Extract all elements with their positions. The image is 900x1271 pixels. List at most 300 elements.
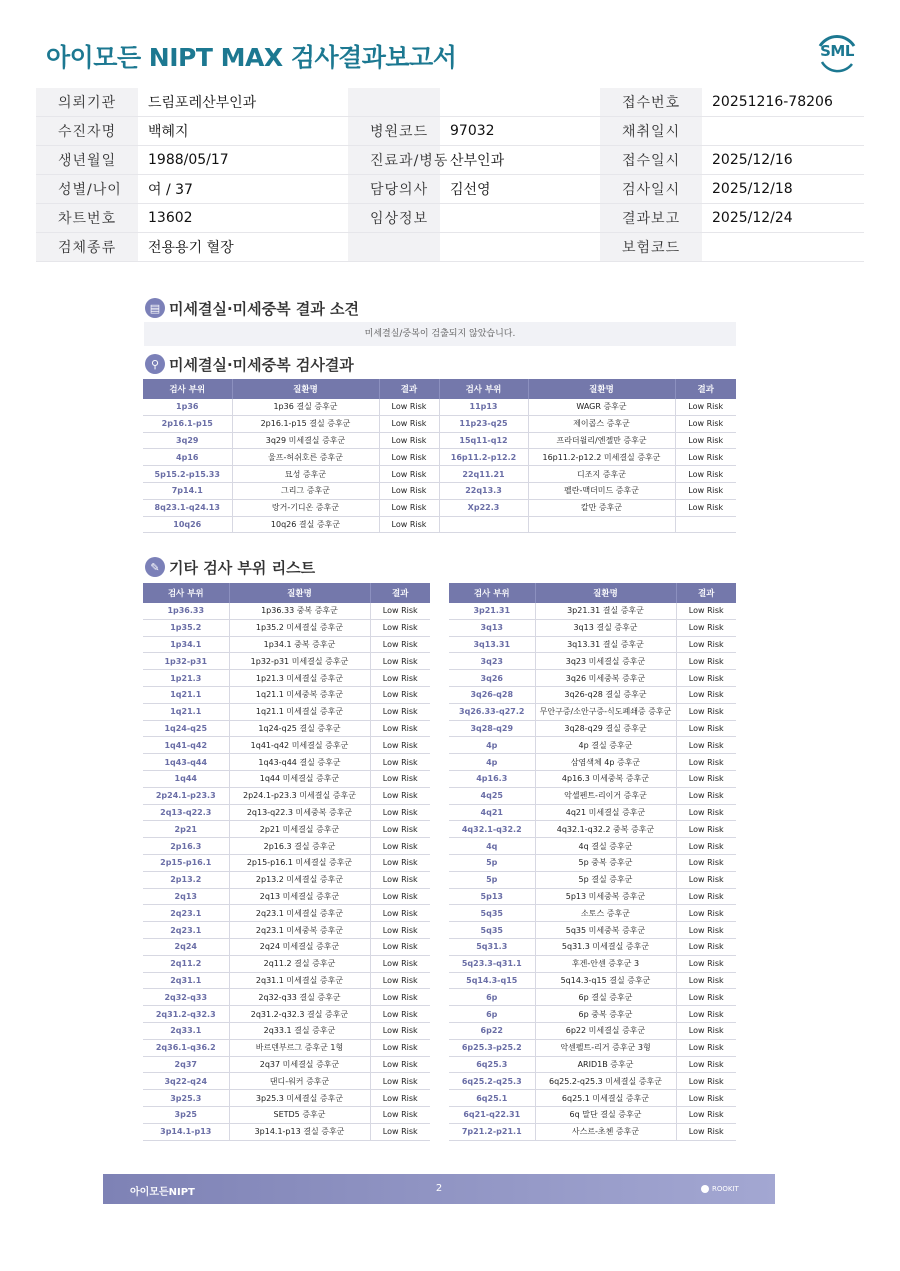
region-cell: 6p22: [449, 1022, 535, 1039]
region-cell: 22q13.3: [439, 482, 528, 499]
disease-cell: 악셀펜트-리이거 증후군: [535, 787, 676, 804]
region-cell: 1p35.2: [143, 619, 229, 636]
disease-cell: 3q13 결실 증후군: [535, 619, 676, 636]
region-cell: 3p14.1-p13: [143, 1123, 229, 1140]
result-cell: Low Risk: [370, 922, 430, 939]
column-header: 검사 부위: [449, 583, 535, 603]
region-cell: 10q26: [143, 516, 232, 533]
table-row: [449, 619, 736, 636]
region-cell: 5q23.3-q31.1: [449, 955, 535, 972]
info-label: 차트번호: [36, 204, 138, 233]
table-row: [143, 466, 736, 483]
region-cell: 4q: [449, 838, 535, 855]
info-value: 김선영: [440, 175, 600, 204]
disease-cell: 1p32-p31 미세결실 증후군: [229, 653, 370, 670]
disease-cell: 삼염색체 4p 증후군: [535, 754, 676, 771]
table-row: [449, 636, 736, 653]
result-cell: Low Risk: [370, 737, 430, 754]
result-cell: Low Risk: [675, 449, 736, 466]
region-cell: 3q29: [143, 432, 232, 449]
table-row: [143, 989, 430, 1006]
info-value: 1988/05/17: [138, 146, 348, 175]
region-cell: 5q35: [449, 922, 535, 939]
disease-cell: 무안구증/소안구증-식도폐쇄증 증후군: [535, 703, 676, 720]
region-cell: 1q21.1: [143, 686, 229, 703]
info-label: 의뢰기관: [36, 88, 138, 117]
disease-cell: 사스르-초첸 증후군: [535, 1123, 676, 1140]
disease-cell: 3q26-q28 결실 증후군: [535, 686, 676, 703]
disease-cell: 3q28-q29 결실 증후군: [535, 720, 676, 737]
region-cell: 11p13: [439, 399, 528, 415]
result-cell: Low Risk: [676, 603, 736, 619]
info-value: [702, 233, 864, 262]
table-row: [143, 399, 736, 415]
region-cell: 4p: [449, 737, 535, 754]
page-number: 2: [435, 1183, 443, 1194]
info-value: 20251216-78206: [702, 88, 864, 117]
info-value: 13602: [138, 204, 348, 233]
table-row: [143, 449, 736, 466]
region-cell: 6p25.3-p25.2: [449, 1039, 535, 1056]
info-label: [348, 88, 440, 117]
info-label: 검체종류: [36, 233, 138, 262]
region-cell: 4q32.1-q32.2: [449, 821, 535, 838]
region-cell: 1p34.1: [143, 636, 229, 653]
result-cell: Low Risk: [676, 636, 736, 653]
table-row: [449, 955, 736, 972]
result-cell: Low Risk: [676, 804, 736, 821]
disease-cell: 2p16.3 결실 증후군: [229, 838, 370, 855]
info-label: 수진자명: [36, 117, 138, 146]
table-row: [449, 1006, 736, 1023]
region-cell: 2q13-q22.3: [143, 804, 229, 821]
region-cell: 5p: [449, 854, 535, 871]
region-cell: 6q25.2-q25.3: [449, 1073, 535, 1090]
result-cell: Low Risk: [676, 938, 736, 955]
table-row: [143, 1123, 430, 1140]
region-cell: 16p11.2-p12.2: [439, 449, 528, 466]
region-cell: 3p25.3: [143, 1090, 229, 1107]
region-cell: 4q25: [449, 787, 535, 804]
region-cell: 2q24: [143, 938, 229, 955]
disease-cell: 2p16.1-p15 결실 증후군: [232, 415, 379, 432]
section-findings-header: [145, 296, 359, 320]
result-cell: Low Risk: [370, 989, 430, 1006]
disease-cell: SETD5 증후군: [229, 1106, 370, 1123]
region-cell: 3q23: [449, 653, 535, 670]
region-cell: 4q21: [449, 804, 535, 821]
result-cell: Low Risk: [676, 770, 736, 787]
result-cell: Low Risk: [676, 653, 736, 670]
table-row: [449, 1123, 736, 1140]
table-row: [449, 720, 736, 737]
region-cell: 2q33.1: [143, 1022, 229, 1039]
logo-text: SML: [820, 42, 854, 60]
region-cell: 2q36.1-q36.2: [143, 1039, 229, 1056]
region-cell: 6p: [449, 1006, 535, 1023]
table-row: [449, 1022, 736, 1039]
table-row: [143, 821, 430, 838]
table-row: [449, 905, 736, 922]
disease-cell: 그리그 증후군: [232, 482, 379, 499]
disease-cell: 10q26 결실 증후군: [232, 516, 379, 533]
footer-logo-text: ROOKIT: [712, 1185, 739, 1193]
disease-cell: 2p13.2 미세결실 증후군: [229, 871, 370, 888]
result-cell: Low Risk: [676, 787, 736, 804]
microdeletion-results-table: [143, 379, 736, 533]
region-cell: 5p: [449, 871, 535, 888]
region-cell: 7p14.1: [143, 482, 232, 499]
result-cell: Low Risk: [379, 466, 439, 483]
table-row: [143, 482, 736, 499]
disease-cell: 울프-허쉬호른 증후군: [232, 449, 379, 466]
table-row: [143, 1006, 430, 1023]
disease-cell: 바르덴부르그 증후군 1형: [229, 1039, 370, 1056]
result-cell: Low Risk: [676, 1106, 736, 1123]
result-cell: Low Risk: [370, 955, 430, 972]
result-cell: Low Risk: [370, 871, 430, 888]
region-cell: 7p21.2-p21.1: [449, 1123, 535, 1140]
info-label: 채취일시: [600, 117, 702, 146]
disease-cell: 2p15-p16.1 미세결실 증후군: [229, 854, 370, 871]
result-cell: Low Risk: [370, 653, 430, 670]
table-row: [449, 972, 736, 989]
region-cell: 3q26-q28: [449, 686, 535, 703]
result-cell: Low Risk: [370, 1106, 430, 1123]
info-label: 결과보고: [600, 204, 702, 233]
rookit-logo-icon: [701, 1185, 709, 1193]
dna-icon: ⚲: [145, 354, 165, 374]
disease-cell: 1p36.33 중복 증후군: [229, 603, 370, 619]
table-row: [143, 888, 430, 905]
region-cell: 1q24-q25: [143, 720, 229, 737]
table-row: [143, 854, 430, 871]
result-cell: Low Risk: [675, 399, 736, 415]
disease-cell: 소토스 증후군: [535, 905, 676, 922]
result-cell: Low Risk: [676, 1073, 736, 1090]
region-cell: 6q25.1: [449, 1090, 535, 1107]
info-label: 담당의사: [348, 175, 440, 204]
result-cell: Low Risk: [676, 955, 736, 972]
result-cell: Low Risk: [370, 670, 430, 687]
disease-cell: 6q25.2-q25.3 미세결실 증후군: [535, 1073, 676, 1090]
disease-cell: 5q31.3 미세결실 증후군: [535, 938, 676, 955]
result-cell: Low Risk: [370, 838, 430, 855]
region-cell: 15q11-q12: [439, 432, 528, 449]
table-row: [143, 670, 430, 687]
disease-cell: 5p13 미세중복 증후군: [535, 888, 676, 905]
info-value: [440, 88, 600, 117]
disease-cell: 1p21.3 미세결실 증후군: [229, 670, 370, 687]
result-cell: Low Risk: [379, 449, 439, 466]
region-cell: 3p21.31: [449, 603, 535, 619]
disease-cell: WAGR 증후군: [528, 399, 675, 415]
disease-cell: 악센펠트-리거 증후군 3형: [535, 1039, 676, 1056]
disease-cell: 디조지 증후군: [528, 466, 675, 483]
findings-note: 미세결실/중복이 검출되지 않았습니다.: [144, 322, 736, 346]
result-cell: Low Risk: [370, 1039, 430, 1056]
disease-cell: 1q41-q42 미세결실 증후군: [229, 737, 370, 754]
table-row: [449, 754, 736, 771]
region-cell: 6q25.3: [449, 1056, 535, 1073]
result-cell: Low Risk: [676, 1056, 736, 1073]
column-header: 질환명: [535, 583, 676, 603]
table-row: [449, 670, 736, 687]
result-cell: Low Risk: [379, 499, 439, 516]
region-cell: 2q31.2-q32.3: [143, 1006, 229, 1023]
result-cell: Low Risk: [379, 432, 439, 449]
disease-cell: 1q43-q44 결실 증후군: [229, 754, 370, 771]
result-cell: Low Risk: [370, 720, 430, 737]
table-row: [143, 516, 736, 533]
column-header: 검사 부위: [439, 379, 528, 399]
disease-cell: 6p 결실 증후군: [535, 989, 676, 1006]
disease-cell: 4q21 미세결실 증후군: [535, 804, 676, 821]
region-cell: 2q37: [143, 1056, 229, 1073]
footer-brand: 아이모든NIPT: [130, 1187, 195, 1198]
region-cell: 3q13.31: [449, 636, 535, 653]
result-cell: Low Risk: [676, 972, 736, 989]
result-cell: Low Risk: [370, 1123, 430, 1140]
info-value: 백혜지: [138, 117, 348, 146]
info-value: 97032: [440, 117, 600, 146]
result-cell: Low Risk: [370, 686, 430, 703]
disease-cell: 2q23.1 미세결실 증후군: [229, 905, 370, 922]
region-cell: 2q31.1: [143, 972, 229, 989]
other-regions-table-right: [449, 583, 736, 1141]
result-cell: Low Risk: [676, 737, 736, 754]
disease-cell: 2q23.1 미세중복 증후군: [229, 922, 370, 939]
disease-cell: 4q32.1-q32.2 중복 증후군: [535, 821, 676, 838]
table-row: [449, 1106, 736, 1123]
table-row: [449, 1090, 736, 1107]
disease-cell: 3q13.31 결실 증후군: [535, 636, 676, 653]
region-cell: 1p21.3: [143, 670, 229, 687]
region-cell: 3q22-q24: [143, 1073, 229, 1090]
info-label: 성별/나이: [36, 175, 138, 204]
disease-cell: 펠란-맥더미드 증후군: [528, 482, 675, 499]
table-row: [449, 922, 736, 939]
table-row: [143, 754, 430, 771]
result-cell: Low Risk: [370, 938, 430, 955]
info-value: [440, 204, 600, 233]
column-header: 검사 부위: [143, 583, 229, 603]
result-cell: Low Risk: [675, 499, 736, 516]
disease-cell: 6q25.1 미세결실 증후군: [535, 1090, 676, 1107]
info-value: 2025/12/24: [702, 204, 864, 233]
region-cell: 3q26.33-q27.2: [449, 703, 535, 720]
disease-cell: 댄디-워커 증후군: [229, 1073, 370, 1090]
result-cell: Low Risk: [676, 854, 736, 871]
result-cell: Low Risk: [676, 838, 736, 855]
region-cell: 1q44: [143, 770, 229, 787]
result-cell: Low Risk: [370, 888, 430, 905]
result-cell: Low Risk: [676, 888, 736, 905]
table-row: [143, 603, 430, 619]
info-row: [36, 233, 864, 262]
info-row: [36, 204, 864, 233]
table-row: [143, 703, 430, 720]
result-cell: Low Risk: [675, 466, 736, 483]
region-cell: 11p23-q25: [439, 415, 528, 432]
result-cell: Low Risk: [370, 854, 430, 871]
region-cell: 2q32-q33: [143, 989, 229, 1006]
table-row: [143, 499, 736, 516]
info-label: 접수일시: [600, 146, 702, 175]
disease-cell: 2q32-q33 결실 증후군: [229, 989, 370, 1006]
result-cell: Low Risk: [676, 1090, 736, 1107]
region-cell: 1q41-q42: [143, 737, 229, 754]
result-cell: Low Risk: [370, 1006, 430, 1023]
region-cell: 5q31.3: [449, 938, 535, 955]
result-cell: Low Risk: [676, 1039, 736, 1056]
result-cell: Low Risk: [370, 905, 430, 922]
result-cell: Low Risk: [379, 482, 439, 499]
region-cell: 22q11.21: [439, 466, 528, 483]
column-header: 결과: [675, 379, 736, 399]
result-cell: Low Risk: [676, 703, 736, 720]
disease-cell: 2q31.1 미세결실 증후군: [229, 972, 370, 989]
region-cell: 3q26: [449, 670, 535, 687]
region-cell: 4p16: [143, 449, 232, 466]
disease-cell: 3q29 미세결실 증후군: [232, 432, 379, 449]
region-cell: 2q23.1: [143, 922, 229, 939]
disease-cell: 1q24-q25 결실 증후군: [229, 720, 370, 737]
table-row: [449, 804, 736, 821]
region-cell: 1p36: [143, 399, 232, 415]
result-cell: Low Risk: [370, 703, 430, 720]
info-value: [440, 233, 600, 262]
table-row: [449, 603, 736, 619]
result-cell: Low Risk: [676, 720, 736, 737]
table-row: [449, 938, 736, 955]
table-row: [449, 787, 736, 804]
info-value: 여 / 37: [138, 175, 348, 204]
info-value: 전용용기 혈장: [138, 233, 348, 262]
disease-cell: 16p11.2-p12.2 미세결실 증후군: [528, 449, 675, 466]
result-cell: Low Risk: [675, 482, 736, 499]
disease-cell: 후겐-안센 증후군 3: [535, 955, 676, 972]
result-cell: Low Risk: [676, 989, 736, 1006]
region-cell: 6q21-q22.31: [449, 1106, 535, 1123]
info-value: 2025/12/16: [702, 146, 864, 175]
region-cell: 1p36.33: [143, 603, 229, 619]
region-cell: 1q21.1: [143, 703, 229, 720]
table-row: [143, 905, 430, 922]
section-findings-title: 미세결실·미세중복 결과 소견: [169, 299, 360, 318]
disease-cell: 2p24.1-p23.3 미세결실 증후군: [229, 787, 370, 804]
result-cell: Low Risk: [370, 754, 430, 771]
region-cell: 5p13: [449, 888, 535, 905]
disease-cell: 6p 중복 증후군: [535, 1006, 676, 1023]
table-row: [449, 1056, 736, 1073]
region-cell: 2p16.1-p15: [143, 415, 232, 432]
info-label: [348, 233, 440, 262]
table-row: [143, 838, 430, 855]
other-regions-table-left: [143, 583, 430, 1141]
table-row: [143, 871, 430, 888]
table-row: [449, 737, 736, 754]
disease-cell: 5q35 미세중복 증후군: [535, 922, 676, 939]
disease-cell: 3p14.1-p13 결실 증후군: [229, 1123, 370, 1140]
disease-cell: 4q 결실 증후군: [535, 838, 676, 855]
table-row: [449, 1039, 736, 1056]
disease-cell: 프라더윌리/엔젤만 증후군: [528, 432, 675, 449]
disease-cell: 6p22 미세결실 증후군: [535, 1022, 676, 1039]
result-cell: Low Risk: [676, 619, 736, 636]
region-cell: 4p: [449, 754, 535, 771]
region-cell: 2p15-p16.1: [143, 854, 229, 871]
footer-logo: [701, 1185, 739, 1193]
result-cell: Low Risk: [676, 670, 736, 687]
page-footer: [103, 1174, 775, 1204]
info-row: [36, 146, 864, 175]
result-cell: Low Risk: [676, 905, 736, 922]
table-row: [143, 1056, 430, 1073]
table-row: [449, 838, 736, 855]
table-row: [143, 1106, 430, 1123]
result-cell: Low Risk: [676, 1123, 736, 1140]
table-row: [143, 972, 430, 989]
table-row: [143, 922, 430, 939]
disease-cell: 1p35.2 미세결실 증후군: [229, 619, 370, 636]
sml-logo: [814, 30, 860, 76]
disease-cell: 5p 중복 증후군: [535, 854, 676, 871]
table-row: [449, 888, 736, 905]
disease-cell: 6q 말단 결실 증후군: [535, 1106, 676, 1123]
section-results-header: [145, 352, 354, 376]
table-row: [143, 415, 736, 432]
table-row: [143, 1090, 430, 1107]
region-cell: 8q23.1-q24.13: [143, 499, 232, 516]
table-row: [143, 787, 430, 804]
disease-cell: 3p25.3 미세결실 증후군: [229, 1090, 370, 1107]
section-other-header: [145, 555, 315, 579]
column-header: 질환명: [229, 583, 370, 603]
info-row: [36, 175, 864, 204]
info-label: 접수번호: [600, 88, 702, 117]
disease-cell: 2q13 미세결실 증후군: [229, 888, 370, 905]
region-cell: 4p16.3: [449, 770, 535, 787]
region-cell: 2q13: [143, 888, 229, 905]
region-cell: [439, 516, 528, 533]
disease-cell: 묘성 증후군: [232, 466, 379, 483]
region-cell: 3p25: [143, 1106, 229, 1123]
disease-cell: 4p 결실 증후군: [535, 737, 676, 754]
region-cell: 2p16.3: [143, 838, 229, 855]
result-cell: Low Risk: [676, 871, 736, 888]
disease-cell: 3p21.31 결실 증후군: [535, 603, 676, 619]
report-title: 아이모든 NIPT MAX 검사결과보고서: [46, 43, 457, 72]
result-cell: Low Risk: [370, 619, 430, 636]
disease-cell: 2q13-q22.3 미세중복 증후군: [229, 804, 370, 821]
disease-cell: ARID1B 증후군: [535, 1056, 676, 1073]
result-cell: Low Risk: [370, 1056, 430, 1073]
table-row: [143, 1073, 430, 1090]
table-row: [143, 720, 430, 737]
column-header: 질환명: [528, 379, 675, 399]
patient-info-table: [36, 88, 864, 262]
clipboard-icon: ▤: [145, 298, 165, 318]
table-row: [449, 686, 736, 703]
result-cell: Low Risk: [370, 972, 430, 989]
disease-cell: 2q24 미세결실 증후군: [229, 938, 370, 955]
result-cell: Low Risk: [370, 821, 430, 838]
region-cell: 5p15.2-p15.33: [143, 466, 232, 483]
table-row: [449, 653, 736, 670]
region-cell: 2q23.1: [143, 905, 229, 922]
info-value: 2025/12/18: [702, 175, 864, 204]
